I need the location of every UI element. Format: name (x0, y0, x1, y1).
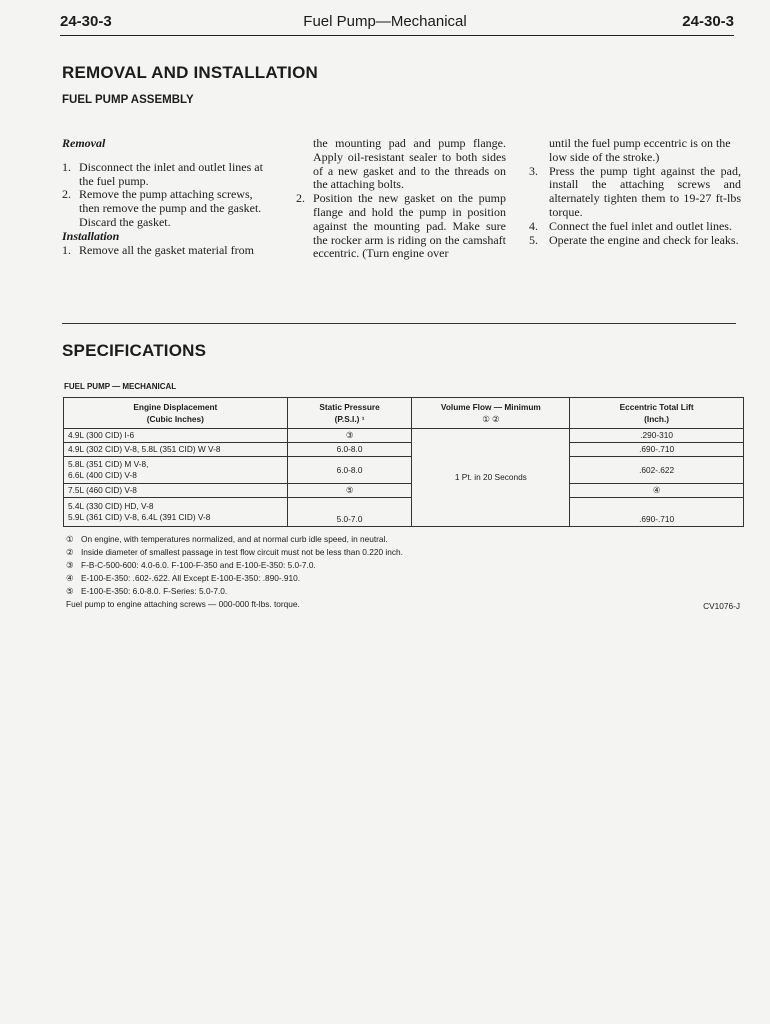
installation-step-3: 3. Press the pump tight against the pad, install the attaching screws and alternately tighten them to 19-27 ft-lbs torque. (529, 163, 741, 219)
section-subtitle: FUEL PUMP ASSEMBLY (62, 94, 194, 106)
installation-step-2-cont: until the fuel pump eccentric is on the low side of the stroke.) (549, 136, 731, 164)
installation-heading: Installation (62, 228, 120, 243)
removal-heading: Removal (62, 136, 106, 150)
specifications-title: SPECIFICATIONS (62, 341, 207, 360)
volume-flow-cell: 1 Pt. in 20 Seconds (412, 429, 570, 527)
header-rule (60, 35, 734, 36)
table-row: 4.9L (300 CID) I-6 ③ 1 Pt. in 20 Seconds .290-310 (64, 429, 744, 443)
column-header-pressure: Static Pressure (P.S.I.) ¹ (287, 398, 412, 429)
footnote-3: ③ F-B-C-500-600: 4.0-6.0. F-100-F-350 and E-100-E-350: 5.0-7.0. (66, 560, 316, 570)
section-divider (62, 323, 736, 324)
installation-step-1: 1. Remove all the gasket material from (62, 242, 254, 257)
column-header-volume: Volume Flow — Minimum ① ② (412, 398, 570, 429)
footnote-1: ① On engine, with temperatures normalized, and at normal curb idle speed, in neutral. (66, 534, 388, 544)
page-number-right: 24-30-3 (682, 13, 734, 30)
column-header-engine: Engine Displacement (Cubic Inches) (64, 398, 288, 429)
table-label: FUEL PUMP — MECHANICAL (64, 382, 177, 391)
table-header-row (64, 398, 744, 429)
installation-step-1-cont: the mounting pad and pump flange. Apply oil-resistant sealer to both sides of a new gasket and to the threads on the attaching bolts. (313, 136, 506, 192)
installation-step-4: 4. Connect the fuel inlet and outlet lines. (529, 218, 732, 233)
footnotes (66, 533, 403, 611)
table-row: 5.8L (351 CID) M V-8, 6.6L (400 CID) V-8 6.0-8.0 .602-.622 (64, 457, 744, 484)
table-row: 5.4L (330 CID) HD, V-8 5.9L (361 CID) V-8, 6.4L (391 CID) V-8 5.0-7.0 .690-.710 (64, 498, 744, 527)
footnote-4: ④ E-100-E-350: .602-.622. All Except E-100-E-350: .890-.910. (66, 573, 301, 583)
installation-step-2: 2. Position the new gasket on the pump flange and hold the pump in position against the mounting pad. Make sure the rocker arm is riding on the camshaft eccentric. (Turn engine over (296, 191, 506, 261)
footnote-5: ⑤ E-100-E-350: 6.0-8.0. F-Series: 5.0-7.0. (66, 586, 228, 596)
footnote-2: ② Inside diameter of smallest passage in test flow circuit must not be less than 0.220 inch. (66, 547, 403, 557)
page-header-title: Fuel Pump—Mechanical (303, 13, 467, 30)
column-header-lift: Eccentric Total Lift (Inch.) (570, 398, 744, 429)
removal-step-2: 2. Remove the pump attaching screws, then remove the pump and the gasket. Discard the gasket. (62, 187, 262, 229)
fuel-pump-spec-table (63, 397, 744, 527)
section-title: REMOVAL AND INSTALLATION (62, 63, 319, 82)
removal-step-1: 1. Disconnect the inlet and outlet lines at the fuel pump. (62, 159, 263, 188)
installation-step-5: 5. Operate the engine and check for leaks. (529, 232, 739, 247)
table-row: 4.9L (302 CID) V-8, 5.8L (351 CID) W V-8 6.0-8.0 .690-.710 (64, 443, 744, 457)
table-row: 7.5L (460 CID) V-8 ⑤ ④ (64, 484, 744, 498)
text-column-3 (529, 137, 741, 247)
torque-note: Fuel pump to engine attaching screws — 000-000 ft-lbs. torque. (66, 599, 300, 609)
figure-code: CV1076-J (703, 601, 740, 611)
page-number-left: 24-30-3 (60, 13, 112, 30)
text-column-1 (62, 137, 274, 257)
text-column-2 (296, 137, 506, 261)
